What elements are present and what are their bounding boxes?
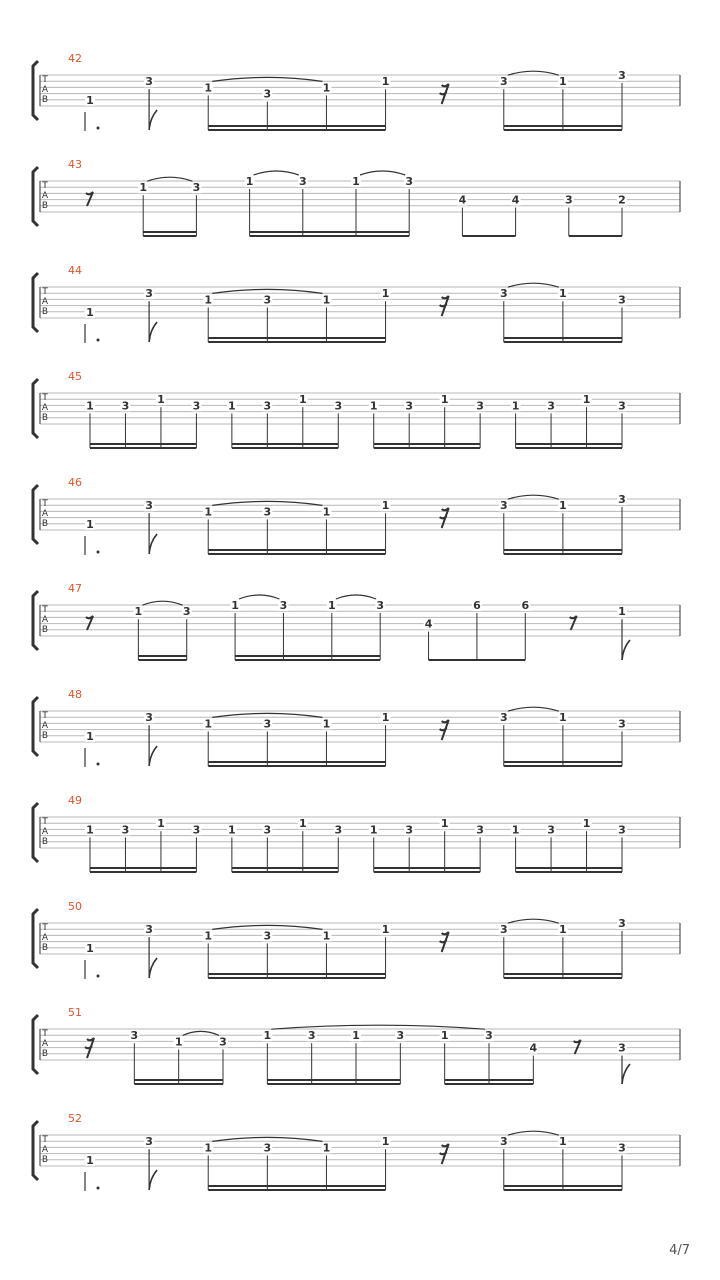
fret-number: 3 <box>145 711 153 725</box>
tab-clef-letter: T <box>42 711 48 721</box>
fret-number: 3 <box>499 711 508 725</box>
fret-number: 3 <box>121 399 130 413</box>
measure-number: 46 <box>68 476 82 489</box>
tab-clef-letter: A <box>41 509 49 519</box>
fret-number: 1 <box>86 729 94 743</box>
fret-number: 1 <box>511 399 520 413</box>
fret-number: 3 <box>263 505 272 519</box>
fret-number: 3 <box>334 823 343 837</box>
flag-icon <box>149 534 157 554</box>
eighth-rest-icon <box>86 616 93 630</box>
system-bracket <box>33 591 38 650</box>
fret-number: 1 <box>381 499 390 513</box>
measure-number: 42 <box>68 52 82 65</box>
system-bracket <box>33 909 38 968</box>
flag-icon <box>149 110 157 130</box>
fret-number: 1 <box>231 599 239 612</box>
fret-number: 1 <box>582 817 591 831</box>
measure-number: 50 <box>68 900 82 913</box>
tab-system <box>33 370 680 448</box>
fret-number: 3 <box>547 399 555 413</box>
tab-system <box>33 582 680 660</box>
fret-number: 4 <box>424 617 433 631</box>
fret-number: 3 <box>499 287 508 301</box>
fret-number: 3 <box>263 717 272 731</box>
flag-icon <box>149 958 157 978</box>
fret-number: 1 <box>86 517 94 531</box>
slur-arc <box>254 171 299 175</box>
measure-number: 52 <box>68 1112 82 1125</box>
fret-number: 4 <box>458 193 467 207</box>
tab-clef-letter: A <box>41 403 49 413</box>
measure-number: 49 <box>68 794 82 807</box>
tab-clef-letter: A <box>41 297 49 307</box>
tab-clef-letter: B <box>41 413 49 423</box>
tab-clef-letter: B <box>41 943 49 953</box>
tab-clef-letter: A <box>41 827 49 837</box>
fret-number: 1 <box>559 499 567 513</box>
eighth-rest-icon <box>86 192 93 206</box>
fret-number: 1 <box>381 1135 390 1149</box>
fret-number: 1 <box>322 1141 331 1155</box>
fret-number: 1 <box>139 181 148 195</box>
fret-number: 1 <box>86 823 94 837</box>
fret-number: 1 <box>204 81 213 95</box>
fret-number: 1 <box>228 399 236 413</box>
fret-number: 3 <box>219 1035 227 1049</box>
fret-number: 3 <box>307 1029 316 1043</box>
fret-number: 3 <box>499 499 508 513</box>
fret-number: 3 <box>298 175 307 188</box>
fret-number: 1 <box>322 505 331 519</box>
tab-system <box>33 52 680 131</box>
fret-number: 3 <box>476 399 484 413</box>
fret-number: 1 <box>134 605 143 619</box>
fret-number: 3 <box>618 293 626 307</box>
fret-number: 1 <box>322 293 331 307</box>
fret-number: 3 <box>145 923 153 937</box>
fret-number: 3 <box>618 493 626 506</box>
fret-number: 3 <box>263 1141 272 1155</box>
tab-clef-letter: T <box>42 817 48 827</box>
eighth-rest-icon <box>574 1040 581 1054</box>
fret-number: 3 <box>263 823 272 837</box>
flag-icon <box>149 1170 157 1190</box>
fret-number: 1 <box>86 399 94 413</box>
fret-number: 1 <box>263 1029 272 1043</box>
fret-number: 1 <box>322 81 331 95</box>
fret-number: 1 <box>322 929 331 943</box>
fret-number: 1 <box>298 817 307 831</box>
measure-number: 51 <box>68 1006 82 1019</box>
tab-clef-letter: T <box>42 923 48 933</box>
fret-number: 1 <box>369 823 378 837</box>
fret-number: 3 <box>145 75 153 89</box>
page-number: 4/7 <box>669 1243 690 1258</box>
fret-number: 1 <box>352 1029 360 1043</box>
fret-number: 1 <box>440 1029 449 1043</box>
fret-number: 3 <box>499 923 508 937</box>
tab-clef-letter: T <box>42 1135 48 1145</box>
fret-number: 1 <box>157 393 165 407</box>
tab-clef-letter: T <box>42 75 48 85</box>
tab-clef-letter: A <box>41 1039 49 1049</box>
tab-clef-letter: B <box>41 201 49 211</box>
fret-number: 3 <box>279 599 288 612</box>
fret-number: 1 <box>157 817 165 831</box>
fret-number: 3 <box>618 717 626 731</box>
fret-number: 6 <box>473 599 481 612</box>
tab-clef-letter: B <box>41 95 49 105</box>
fret-number: 1 <box>86 305 94 319</box>
tab-clef-letter: B <box>41 625 49 635</box>
measure-number: 43 <box>68 158 82 171</box>
tab-system <box>33 476 680 555</box>
fret-number: 1 <box>582 393 591 407</box>
fret-number: 3 <box>145 1135 153 1149</box>
fret-number: 1 <box>381 923 390 937</box>
flag-icon <box>622 1064 630 1084</box>
fret-number: 3 <box>618 823 626 837</box>
fret-number: 3 <box>192 399 201 413</box>
tab-system <box>33 688 680 767</box>
dot-icon <box>97 339 100 342</box>
measure-number: 44 <box>68 264 82 277</box>
dot-icon <box>97 127 100 130</box>
fret-number: 3 <box>547 823 555 837</box>
flag-icon <box>622 640 630 660</box>
dot-icon <box>97 1187 100 1190</box>
tab-clef-letter: A <box>41 1145 49 1155</box>
fret-number: 4 <box>529 1041 538 1055</box>
dot-icon <box>97 975 100 978</box>
fret-number: 3 <box>618 1141 626 1155</box>
fret-number: 3 <box>476 823 484 837</box>
fret-number: 1 <box>245 175 254 188</box>
fret-number: 1 <box>381 287 390 301</box>
fret-number: 6 <box>521 599 530 612</box>
fret-number: 2 <box>618 193 626 207</box>
tab-system <box>33 900 680 979</box>
tab-system <box>33 264 680 343</box>
fret-number: 3 <box>192 181 201 195</box>
fret-number: 1 <box>204 293 213 307</box>
system-bracket <box>33 1121 38 1180</box>
fret-number: 1 <box>440 817 449 831</box>
fret-number: 3 <box>396 1029 405 1043</box>
fret-number: 3 <box>405 823 414 837</box>
dot-icon <box>97 763 100 766</box>
tab-clef-letter: T <box>42 181 48 191</box>
measure-number: 47 <box>68 582 82 595</box>
fret-number: 3 <box>263 399 272 413</box>
fret-number: 1 <box>618 605 626 619</box>
fret-number: 3 <box>618 69 626 82</box>
tab-system <box>33 158 680 236</box>
fret-number: 3 <box>618 1041 626 1055</box>
fret-number: 1 <box>559 711 567 725</box>
fret-number: 3 <box>618 399 626 413</box>
tab-clef-letter: T <box>42 605 48 615</box>
fret-number: 1 <box>204 505 213 519</box>
fret-number: 1 <box>381 711 390 725</box>
fret-number: 3 <box>182 605 191 619</box>
fret-number: 3 <box>145 499 153 513</box>
tab-clef-letter: B <box>41 307 49 317</box>
fret-number: 1 <box>204 717 213 731</box>
fret-number: 3 <box>405 175 414 188</box>
fret-number: 1 <box>228 823 236 837</box>
measure-number: 45 <box>68 370 82 383</box>
tab-clef-letter: B <box>41 519 49 529</box>
fret-number: 1 <box>174 1035 183 1049</box>
fret-number: 1 <box>322 717 331 731</box>
fret-number: 1 <box>559 923 567 937</box>
fret-number: 3 <box>499 75 508 89</box>
tab-clef-letter: A <box>41 721 49 731</box>
tab-clef-letter: B <box>41 1155 49 1165</box>
fret-number: 1 <box>440 393 449 407</box>
fret-number: 1 <box>352 175 360 188</box>
tab-clef-letter: B <box>41 1049 49 1059</box>
flag-icon <box>149 746 157 766</box>
tab-clef-letter: T <box>42 1029 48 1039</box>
tab-clef-letter: T <box>42 499 48 509</box>
tab-clef-letter: B <box>41 731 49 741</box>
fret-number: 4 <box>511 193 520 207</box>
fret-number: 1 <box>327 599 336 612</box>
tab-clef-letter: A <box>41 933 49 943</box>
fret-number: 1 <box>204 1141 213 1155</box>
fret-number: 1 <box>559 75 567 89</box>
fret-number: 1 <box>381 75 390 89</box>
tab-system <box>33 1006 680 1084</box>
fret-number: 3 <box>263 929 272 943</box>
slur-arc <box>360 171 405 175</box>
slur-arc <box>239 595 279 599</box>
fret-number: 3 <box>121 823 130 837</box>
fret-number: 1 <box>559 1135 567 1149</box>
fret-number: 1 <box>86 1153 94 1167</box>
system-bracket <box>33 273 38 332</box>
fret-number: 3 <box>263 293 272 307</box>
fret-number: 1 <box>369 399 378 413</box>
tab-system <box>33 1112 680 1191</box>
fret-number: 1 <box>298 393 307 407</box>
tab-clef-letter: A <box>41 191 49 201</box>
system-bracket <box>33 697 38 756</box>
eighth-rest-icon <box>570 616 577 630</box>
fret-number: 3 <box>485 1029 493 1043</box>
fret-number: 1 <box>204 929 213 943</box>
tab-clef-letter: B <box>41 837 49 847</box>
fret-number: 3 <box>263 87 272 101</box>
system-bracket <box>33 485 38 544</box>
system-bracket <box>33 379 38 438</box>
tab-clef-letter: T <box>42 393 48 403</box>
tab-system <box>33 794 680 872</box>
tab-clef-letter: T <box>42 287 48 297</box>
slur-arc <box>336 595 376 599</box>
tab-clef-letter: A <box>41 85 49 95</box>
fret-number: 3 <box>405 399 414 413</box>
fret-number: 3 <box>499 1135 508 1149</box>
system-bracket <box>33 61 38 120</box>
system-bracket <box>33 167 38 226</box>
fret-number: 3 <box>130 1029 139 1043</box>
fret-number: 1 <box>559 287 567 301</box>
fret-number: 3 <box>145 287 153 301</box>
fret-number: 1 <box>511 823 520 837</box>
fret-number: 3 <box>564 193 573 207</box>
flag-icon <box>149 322 157 342</box>
tab-clef-letter: A <box>41 615 49 625</box>
system-bracket <box>33 1015 38 1074</box>
fret-number: 1 <box>86 93 94 107</box>
measure-number: 48 <box>68 688 82 701</box>
fret-number: 3 <box>618 917 626 930</box>
fret-number: 3 <box>376 599 385 612</box>
dot-icon <box>97 551 100 554</box>
fret-number: 3 <box>334 399 343 413</box>
fret-number: 1 <box>86 941 94 955</box>
system-bracket <box>33 803 38 862</box>
fret-number: 3 <box>192 823 201 837</box>
